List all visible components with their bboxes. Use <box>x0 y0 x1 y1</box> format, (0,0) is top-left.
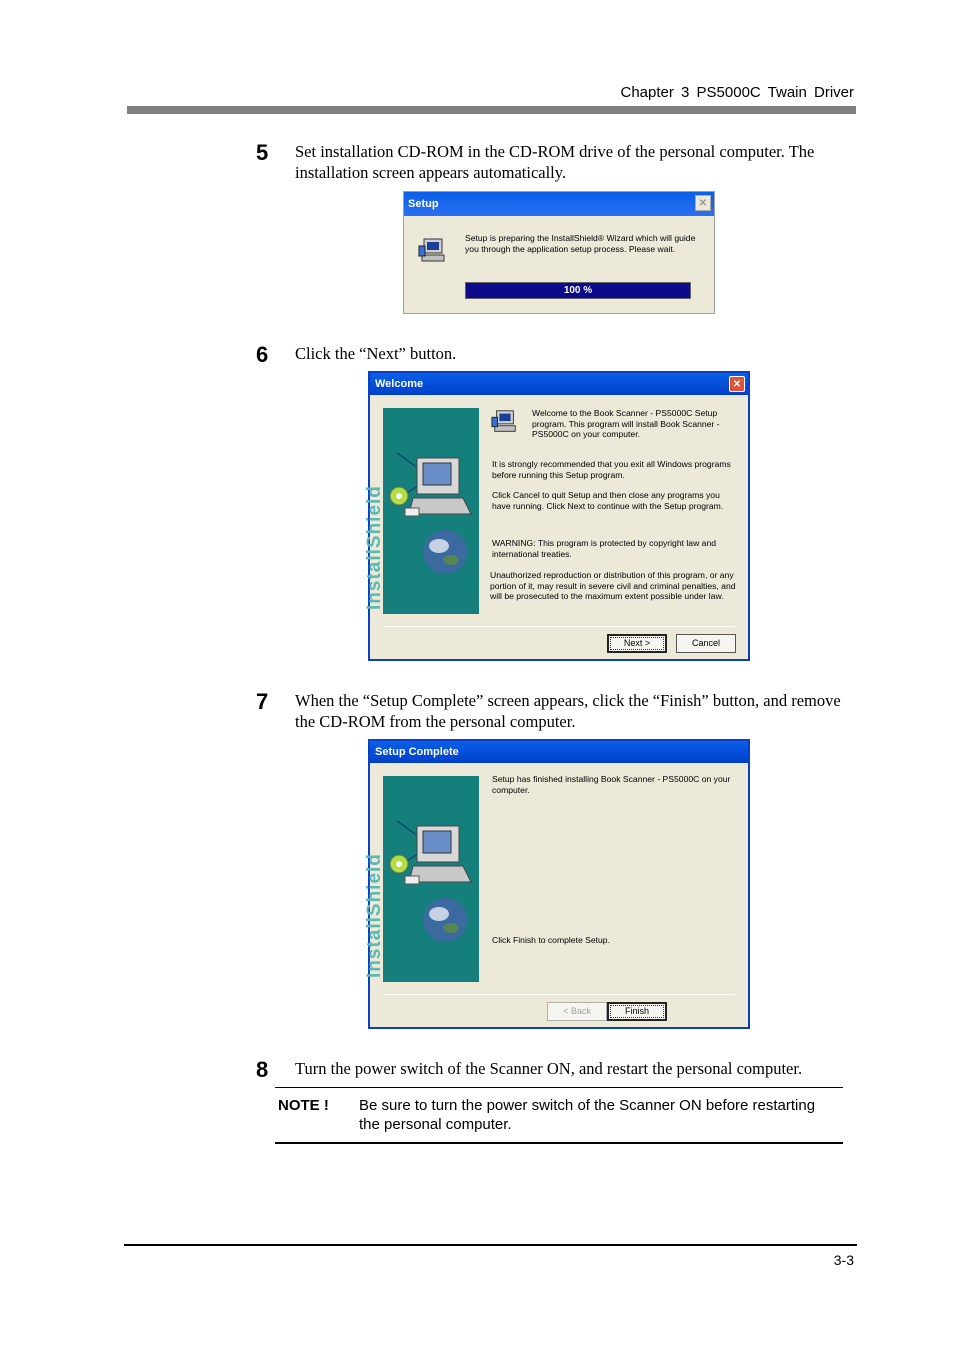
welcome-p1: It is strongly recommended that you exit all Windows programs before running this Setup program. <box>492 459 731 480</box>
cancel-button[interactable]: Cancel <box>676 634 736 653</box>
setup-message: Setup is preparing the InstallShield® Wizard which will guide you through the application setup process. Please wait. <box>465 233 696 254</box>
complete-dialog-title: Setup Complete <box>375 746 459 758</box>
complete-separator <box>383 994 735 995</box>
note-text: Be sure to turn the power switch of the Scanner ON before restarting the personal computer. <box>359 1097 816 1133</box>
header-bar <box>127 106 856 114</box>
step-7-number: 7 <box>256 689 269 714</box>
setup-complete-dialog <box>364 739 750 1029</box>
note-label: NOTE ! <box>278 1097 329 1114</box>
progress-bar <box>465 282 691 299</box>
installshield-side-panel <box>364 408 479 614</box>
chapter-header: Chapter 3 PS5000C Twain Driver <box>620 84 854 101</box>
step-6-number: 6 <box>256 342 269 367</box>
computer-icon <box>491 408 519 441</box>
setup-dialog <box>403 191 715 314</box>
note-top-rule <box>275 1087 843 1088</box>
welcome-dialog-title: Welcome <box>375 378 424 390</box>
computer-graphic <box>387 448 475 583</box>
welcome-p2: Click Cancel to quit Setup and then close any programs you have running. Click Next to continue with the Setup program. <box>492 490 724 511</box>
step-7-text: When the “Setup Complete” screen appears, click the “Finish” button, and remove the CD-ROM from the personal computer. <box>295 691 841 731</box>
computer-icon <box>418 236 448 271</box>
welcome-p3: WARNING: This program is protected by copyright law and international treaties. <box>492 538 716 559</box>
installshield-logo-text: InstallShield <box>364 853 385 978</box>
welcome-intro: Welcome to the Book Scanner - PS5000C Setup program. This program will install Book Scanner - PS5000C on your computer. <box>532 408 720 439</box>
welcome-dialog-titlebar <box>370 373 748 395</box>
step-8-number: 8 <box>256 1057 269 1082</box>
complete-message: Setup has finished installing Book Scanner - PS5000C on your computer. <box>492 774 731 795</box>
step-8-text: Turn the power switch of the Scanner ON, and restart the personal computer. <box>295 1059 803 1078</box>
close-icon[interactable]: ✕ <box>695 195 711 211</box>
complete-dialog-titlebar <box>370 741 748 763</box>
note-bottom-rule <box>275 1142 843 1144</box>
page-number: 3-3 <box>833 1252 854 1268</box>
step-5-number: 5 <box>256 140 269 165</box>
setup-dialog-title: Setup <box>408 198 439 210</box>
close-icon[interactable]: ✕ <box>729 376 745 392</box>
finish-instruction: Click Finish to complete Setup. <box>492 935 610 945</box>
step-5-text: Set installation CD-ROM in the CD-ROM drive of the personal computer. The installation screen appears automatically. <box>295 142 815 182</box>
computer-graphic <box>387 816 475 951</box>
welcome-p4: Unauthorized reproduction or distribution of this program, or any portion of it, may result in severe civil and criminal penalties, and will be prosecuted to the maximum extent possible under law. <box>490 570 736 601</box>
setup-dialog-titlebar <box>404 192 714 216</box>
installshield-logo-text: InstallShield <box>364 485 385 610</box>
welcome-dialog <box>364 371 750 661</box>
step-6-text: Click the “Next” button. <box>295 344 457 363</box>
welcome-separator <box>383 626 735 627</box>
installshield-side-panel <box>364 776 479 982</box>
back-button[interactable]: < Back <box>547 1002 607 1021</box>
finish-button[interactable]: Finish <box>607 1002 667 1021</box>
footer-rule <box>124 1244 857 1246</box>
progress-label: 100 % <box>563 285 593 296</box>
next-button[interactable]: Next > <box>607 634 667 653</box>
